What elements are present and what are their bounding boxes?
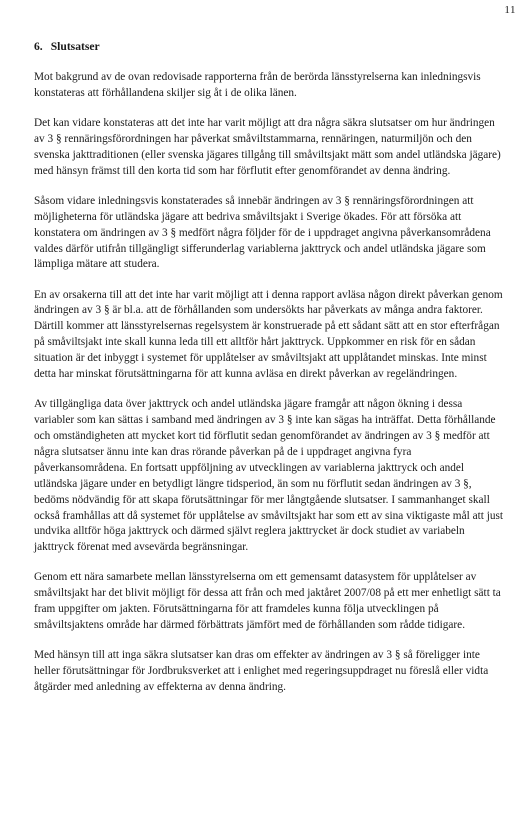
paragraph-6: Genom ett nära samarbete mellan länsstyrelserna om ett gemensamt datasystem för upplåtelser av småviltsjakt har det blivit möjligt för dessa att från och med jaktåret 2007/08 på ett mer enhetligt sätt ta fram uppgifter om jakten. Förutsättningarna för att framdeles kunna följa utvecklingen på småviltsjaktens område har därmed förbättrats jämfört med de förhållanden som rådde tidigare. — [34, 571, 501, 632]
section-title: Slutsatser — [50, 40, 100, 53]
page-number: 11 — [504, 4, 516, 16]
body-text — [34, 70, 504, 710]
paragraph-5: Av tillgängliga data över jakttryck och andel utländska jägare framgår att någon ökning i dessa variabler som kan sättas i samband med ändringen av 3 § inte kan sägas ha inträffat. Detta förhållande och omständigheten att mycket kort tid förflutit sedan genomförandet av ändringen av 3 § medför att några slutsatser ännu inte kan dras rörande påverkan på de i uppdraget angivna fyra påverkansområdena. En fortsatt uppföljning av utvecklingen av variablerna jakttryck och andel utländska jägare under en betydligt längre tidsperiod, än som nu förflutit sedan ändringen av 3 §, bedöms nödvändig för att skapa förutsättningar för mer långtgående slutsatser. I sammanhanget skall också framhållas att då systemet för upplåtelse av småviltsjakt har som ett av sina viktigaste mål att just undvika alltför höga jakttryck och därmed självt reglera jakttrycket är dock studiet av variabeln jakttryck förenat med avsevärda begränsningar. — [34, 398, 504, 554]
section-heading — [34, 40, 100, 53]
paragraph-7: Med hänsyn till att inga säkra slutsatser kan dras om effekter av ändringen av 3 § så föreligger inte heller förutsättningar för Jordbruksverket att i enlighet med regeringsuppdraget nu föreslå eller vidta åtgärder med anledning av effekterna av denna ändring. — [34, 649, 489, 694]
paragraph-4: En av orsakerna till att det inte har varit möjligt att i denna rapport avläsa någon direkt påverkan genom ändringen av 3 § är bl.a. att de förhållanden som undersökts har påverkats av många andra faktorer. Därtill kommer att länsstyrelsernas regelsystem är konstruerade på ett sådant sätt att en stor efterfrågan på småviltsjakt inte skall kunna leda till ett alltför hårt jakttryck. Uppkommer en risk för en sådan situation är det inbyggt i systemet för upplåtelser av småviltsjakt att upplåtandet minskas. Inte minst detta har minskat förutsättningarna för att kunna avläsa en direkt påverkan av regeländringen. — [34, 288, 503, 381]
paragraph-1: Mot bakgrund av de ovan redovisade rapporterna från de berörda länsstyrelserna kan inledningsvis konstateras att förhållandena skiljer sig åt i de olika länen. — [34, 71, 481, 99]
paragraph-2: Det kan vidare konstateras att det inte har varit möjligt att dra några säkra slutsatser om hur ändringen av 3 § rennäringsförordningen har påverkat småviltstammarna, rennäringen, naturmiljön och den svenska jakttraditionen (eller svenska jägares tillgång till småviltsjakt mätt som andel utländska jägare) med hänsyn främst till den korta tid som har förflutit efter genomförandet av denna ändring. — [34, 117, 501, 177]
section-number: 6. — [34, 40, 43, 53]
paragraph-3: Såsom vidare inledningsvis konstaterades så innebär ändringen av 3 § rennäringsförordningen att möjligheterna för utländska jägare att bedriva småviltsjakt i Sverige ökades. För att försöka att konstatera om ändringen av 3 § medfört några följder för de i uppdraget angivna påverkansområdena valdes därför utifrån tillgängligt sifferunderlag variablerna jakttryck och andel utländska jägare som lämpliga mätare att studera. — [34, 194, 491, 271]
